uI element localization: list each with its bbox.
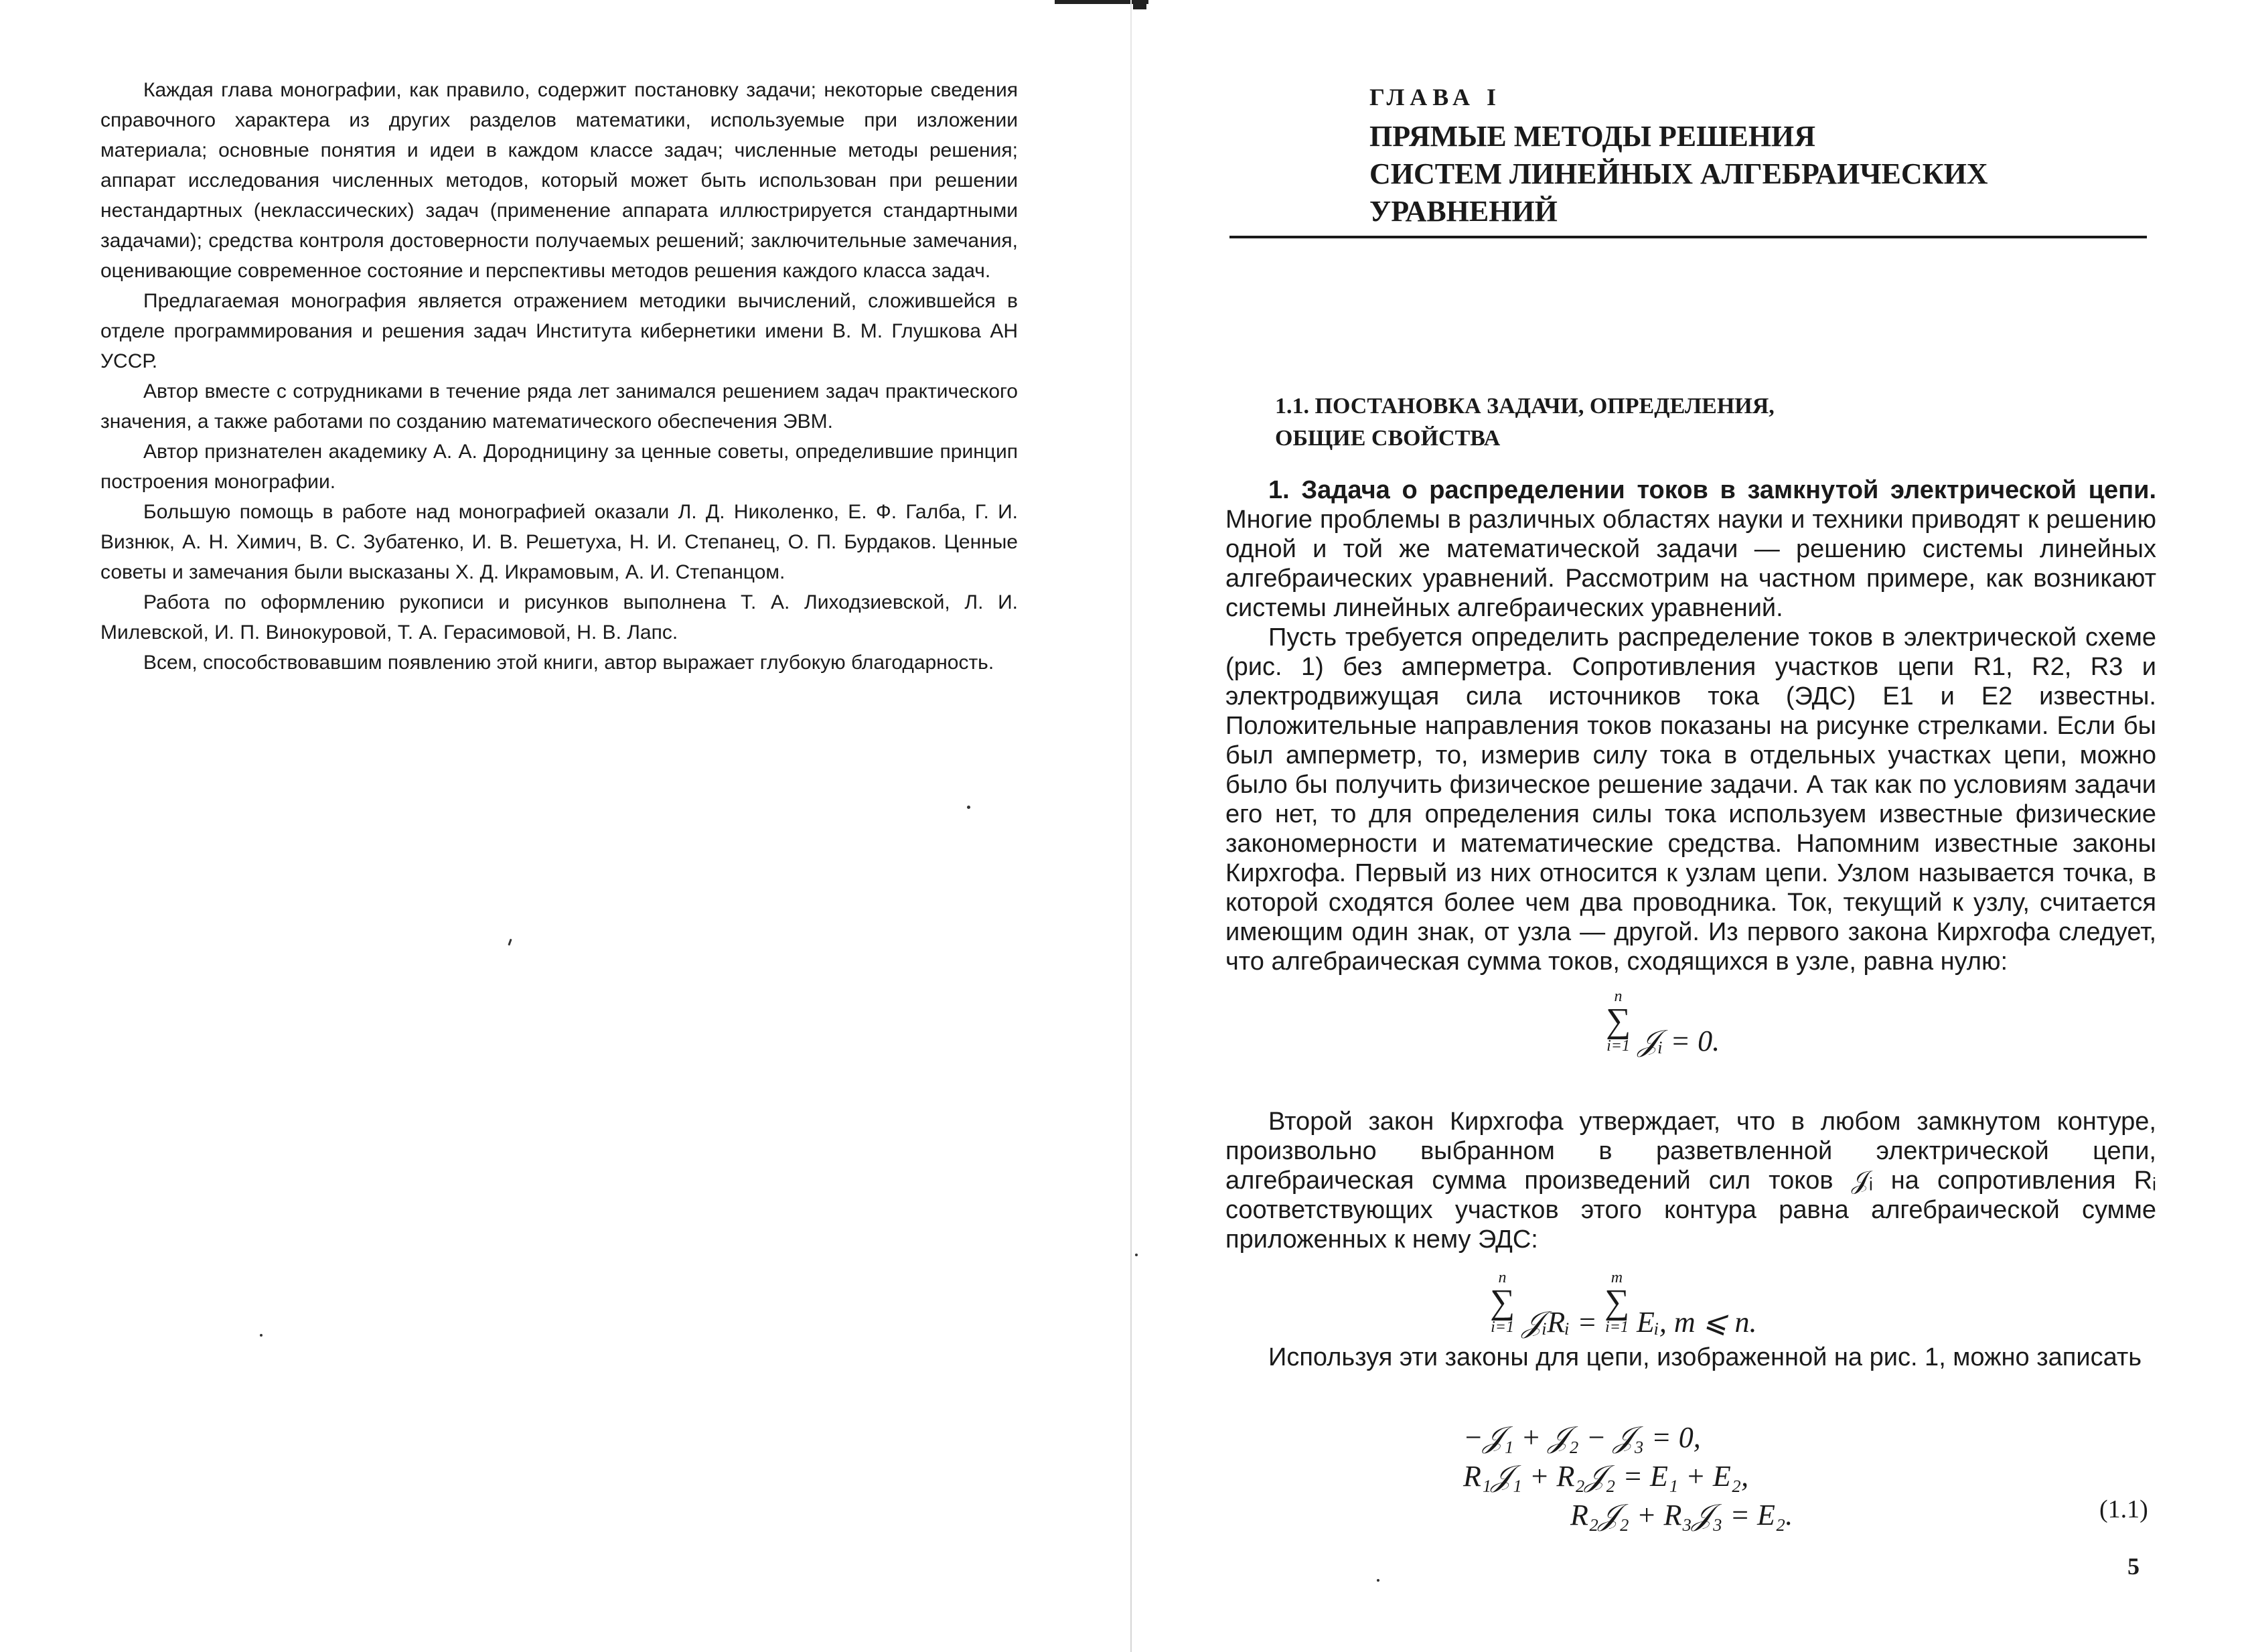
chapter-label: ГЛАВА I <box>1369 84 1502 110</box>
left-paragraph: Автор признателен академику А. А. Дородницину за ценные советы, определившие принцип построения монографии. <box>100 441 1018 493</box>
scan-speck <box>1135 1254 1138 1256</box>
left-paragraph: Автор вместе с сотрудниками в течение ряда лет занимался решением задач практического значения, а также работами по созданию математического обеспечения ЭВМ. <box>100 380 1018 433</box>
sum-upper-limit: n <box>1614 988 1623 1005</box>
left-page-text <box>100 75 1018 678</box>
chapter-title-line: ПРЯМЫЕ МЕТОДЫ РЕШЕНИЯ <box>1369 120 1816 153</box>
scan-speck <box>967 806 970 809</box>
kirchhoff-second-law-formula <box>1490 1269 1757 1339</box>
sigma-symbol: ∑ <box>1606 1002 1631 1040</box>
page-number: 5 <box>2127 1553 2140 1580</box>
chapter-title-line: СИСТЕМ ЛИНЕЙНЫХ АЛГЕБРАИЧЕСКИХ <box>1369 157 1988 190</box>
sum-upper-limit: n <box>1498 1269 1507 1286</box>
left-paragraph: Каждая глава монографии, как правило, содержит постановку задачи; некоторые сведения справочного характера из других разделов математики, используемые при изложении материала; основные понятия и идеи в каждом классе задач; численные методы решения; аппарат исследования численных методов, который может быть использован при решении нестандартных (неклассических) задач (применение аппарата иллюстрируется стандартными задачами); средства контроля достоверности получаемых решений; заключительные замечания, оценивающие современное состояние и перспективы методов решения каждого класса задач. <box>100 79 1018 282</box>
paragraph-1-text: Многие проблемы в различных областях науки и техники приводят к решению одной и той же математической задачи — решению системы линейных алгебраических уравнений. Рассмотрим на частном примере, как возникают системы линейных алгебраических уравнений. <box>1225 506 2156 622</box>
left-paragraph: Всем, способствовавшим появлению этой книги, автор выражает глубокую благодарность. <box>143 652 994 674</box>
right-text-block-2 <box>1225 1107 2156 1254</box>
system-equation-2: R₁𝒥₁ + R₂𝒥₂ = E₁ + E₂, <box>1463 1460 1749 1493</box>
paragraph-3: Второй закон Кирхгофа утверждает, что в любом замкнутом контуре, произвольно выбранном в разветвленной электрической цепи, алгебраическая сумма произведений сил токов 𝒥ᵢ на сопротивления Rᵢ соответствующих участков этого контура равна алгебраической сумме приложенных к нему ЭДС: <box>1225 1108 2156 1254</box>
sum-lower-limit: i=1 <box>1606 1037 1630 1055</box>
right-text-block-1 <box>1225 475 2156 976</box>
section-title-line: ОБЩИЕ СВОЙСТВА <box>1275 426 1501 451</box>
sigma-symbol: ∑ <box>1604 1283 1630 1321</box>
right-text-block-3 <box>1225 1343 2156 1372</box>
equation-number: (1.1) <box>2099 1495 2148 1523</box>
system-equation-1: −𝒥₁ + 𝒥₂ − 𝒥₃ = 0, <box>1463 1421 1701 1454</box>
paragraph-2: Пусть требуется определить распределение токов в электрической схеме (рис. 1) без амперметра. Сопротивления участков цепи R1, R2, R3 и электродвижущая сила источников тока (ЭДС) E1 и E2 известны. Положительные направления токов показаны на рисунке стрелками. Если бы был амперметр, то, измерив силу тока в отдельных участках цепи, можно было бы получить физическое решение задачи. А так как по условиям задачи его нет, то для определения силы тока используем известные физические закономерности и математические средства. Напомним известные законы Кирхгофа. Первый из них относится к узлам цепи. Узлом называется точка, в которой сходятся более чем два проводника. Ток, текущий к узлу, считается имеющим один знак, от узла — другой. Из первого закона Кирхгофа следует, что алгебраическая сумма токов, сходящихся в узле, равна нулю: <box>1225 623 2156 976</box>
kirchhoff-first-law-formula <box>1606 988 1720 1058</box>
system-equation-3: R₂𝒥₂ + R₃𝒥₃ = E₂. <box>1570 1499 1793 1531</box>
summation-sign <box>1490 1269 1515 1336</box>
left-paragraph: Работа по оформлению рукописи и рисунков выполнена Т. А. Лиходзиевской, Л. И. Милевской, И. П. Винокуровой, Т. А. Герасимовой, Н. В. Лапс. <box>100 591 1018 644</box>
left-paragraph: Предлагаемая монография является отражением методики вычислений, сложившейся в отделе программирования и решения задач Института кибернетики имени В. М. Глушкова АН УССР. <box>100 290 1018 372</box>
scan-speck <box>260 1334 263 1337</box>
sum-upper-limit: m <box>1610 1269 1623 1286</box>
sum-lower-limit: i=1 <box>1605 1319 1629 1336</box>
paragraph-1 <box>1225 475 2156 623</box>
paragraph-1-lead: 1. Задача о распределении токов в замкнутой электрической цепи. <box>1268 476 2156 504</box>
equation-system <box>1463 1418 1793 1535</box>
chapter-title-line: УРАВНЕНИЙ <box>1369 195 1558 228</box>
formula-1-body: 𝒥ᵢ = 0. <box>1638 1025 1720 1057</box>
sigma-symbol: ∑ <box>1490 1283 1515 1321</box>
left-paragraph: Большую помощь в работе над монографией оказали Л. Д. Николенко, Е. Ф. Галба, Г. И. Визнюк, А. Н. Химич, В. С. Зубатенко, И. В. Решетуха, Н. И. Степанец, О. П. Бурдаков. Ценные советы и замечания были высказаны Х. Д. Икрамовым, А. И. Степанцом. <box>100 501 1018 583</box>
section-title <box>1275 390 2012 455</box>
sum-lower-limit: i=1 <box>1491 1319 1514 1336</box>
summation-sign <box>1606 988 1631 1055</box>
section-title-line: 1.1. ПОСТАНОВКА ЗАДАЧИ, ОПРЕДЕЛЕНИЯ, <box>1275 394 1775 419</box>
formula-2-left-body: 𝒥ᵢRᵢ = <box>1522 1306 1597 1339</box>
formula-2-right-body: Eᵢ, m ⩽ n. <box>1637 1306 1757 1339</box>
chapter-title <box>1369 118 2106 230</box>
summation-sign <box>1604 1269 1629 1336</box>
scan-speck <box>1377 1579 1379 1582</box>
chapter-rule <box>1229 236 2147 238</box>
paragraph-4: Используя эти законы для цепи, изображенной на рис. 1, можно записать <box>1268 1343 2142 1371</box>
